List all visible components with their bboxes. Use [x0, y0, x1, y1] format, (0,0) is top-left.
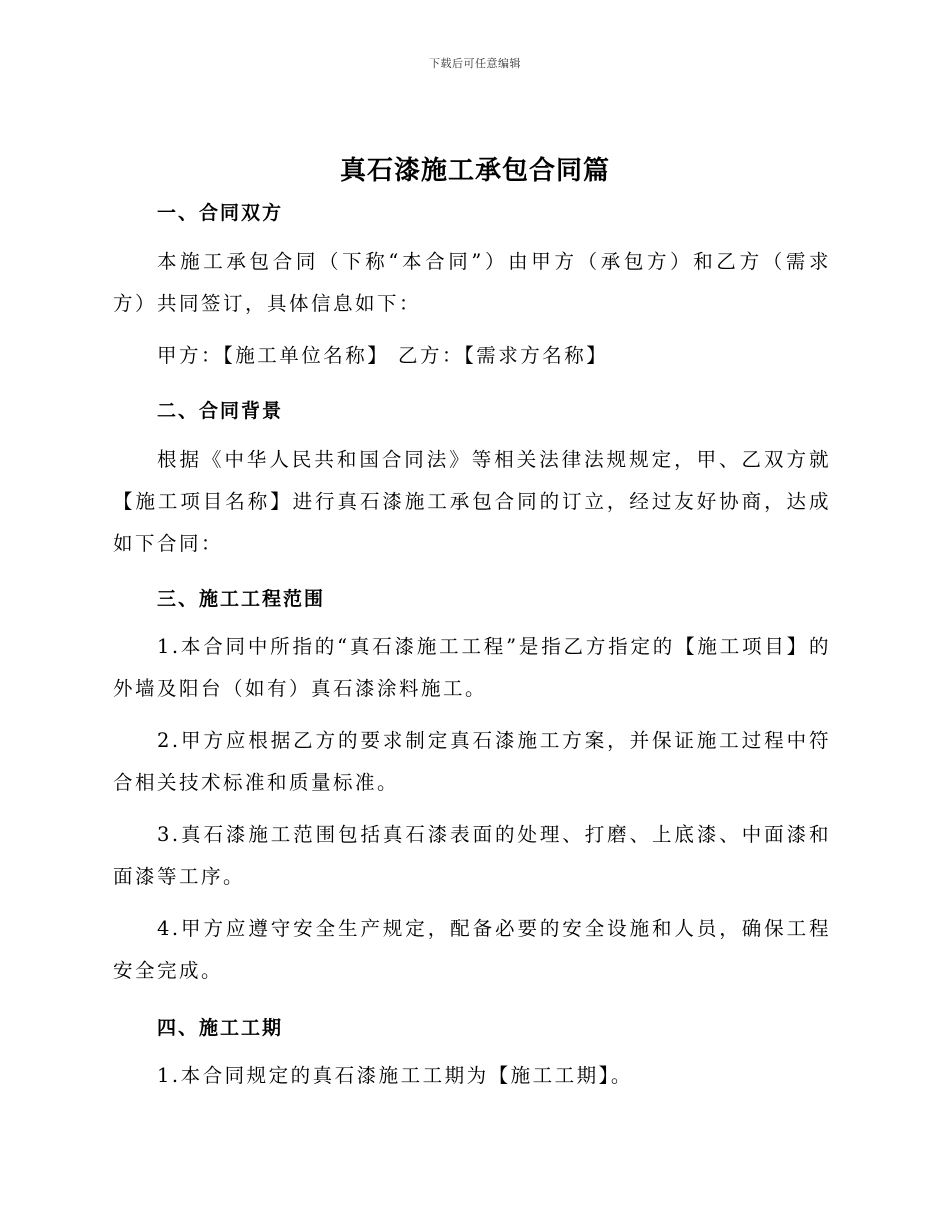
paragraph-scope-2: 2.甲方应根据乙方的要求制定真石漆施工方案，并保证施工过程中符合相关技术标准和质量标准。: [113, 729, 831, 794]
section-heading-background: 二、合同背景: [157, 400, 284, 422]
paragraph-scope-3: 3.真石漆施工范围包括真石漆表面的处理、打磨、上底漆、中面漆和面漆等工序。: [113, 823, 831, 888]
document-title: 真石漆施工承包合同篇: [339, 156, 610, 186]
section-heading-scope: 三、施工工程范围: [157, 588, 326, 610]
section-heading-parties: 一、合同双方: [157, 202, 284, 224]
paragraph-parties-names: 甲方：【施工单位名称】 乙方：【需求方名称】: [157, 344, 609, 367]
paragraph-scope-4: 4.甲方应遵守安全生产规定，配备必要的安全设施和人员，确保工程安全完成。: [113, 917, 831, 982]
section-heading-schedule: 四、施工工期: [157, 1017, 284, 1039]
paragraph-scope-1: 1.本合同中所指的“真石漆施工工程”是指乙方指定的【施工项目】的外墙及阳台（如有）真石漆涂料施工。: [113, 635, 831, 700]
paragraph-schedule-1: 1.本合同规定的真石漆施工工期为【施工工期】。: [157, 1064, 633, 1087]
header-note: 下载后可任意编辑: [429, 57, 521, 70]
paragraph-background: 根据《中华人民共和国合同法》等相关法律法规规定，甲、乙双方就【施工项目名称】进行真石漆施工承包合同的订立，经过友好协商，达成如下合同：: [113, 448, 831, 555]
paragraph-parties-intro: 本施工承包合同（下称“本合同”）由甲方（承包方）和乙方（需求方）共同签订，具体信息如下：: [113, 250, 831, 315]
